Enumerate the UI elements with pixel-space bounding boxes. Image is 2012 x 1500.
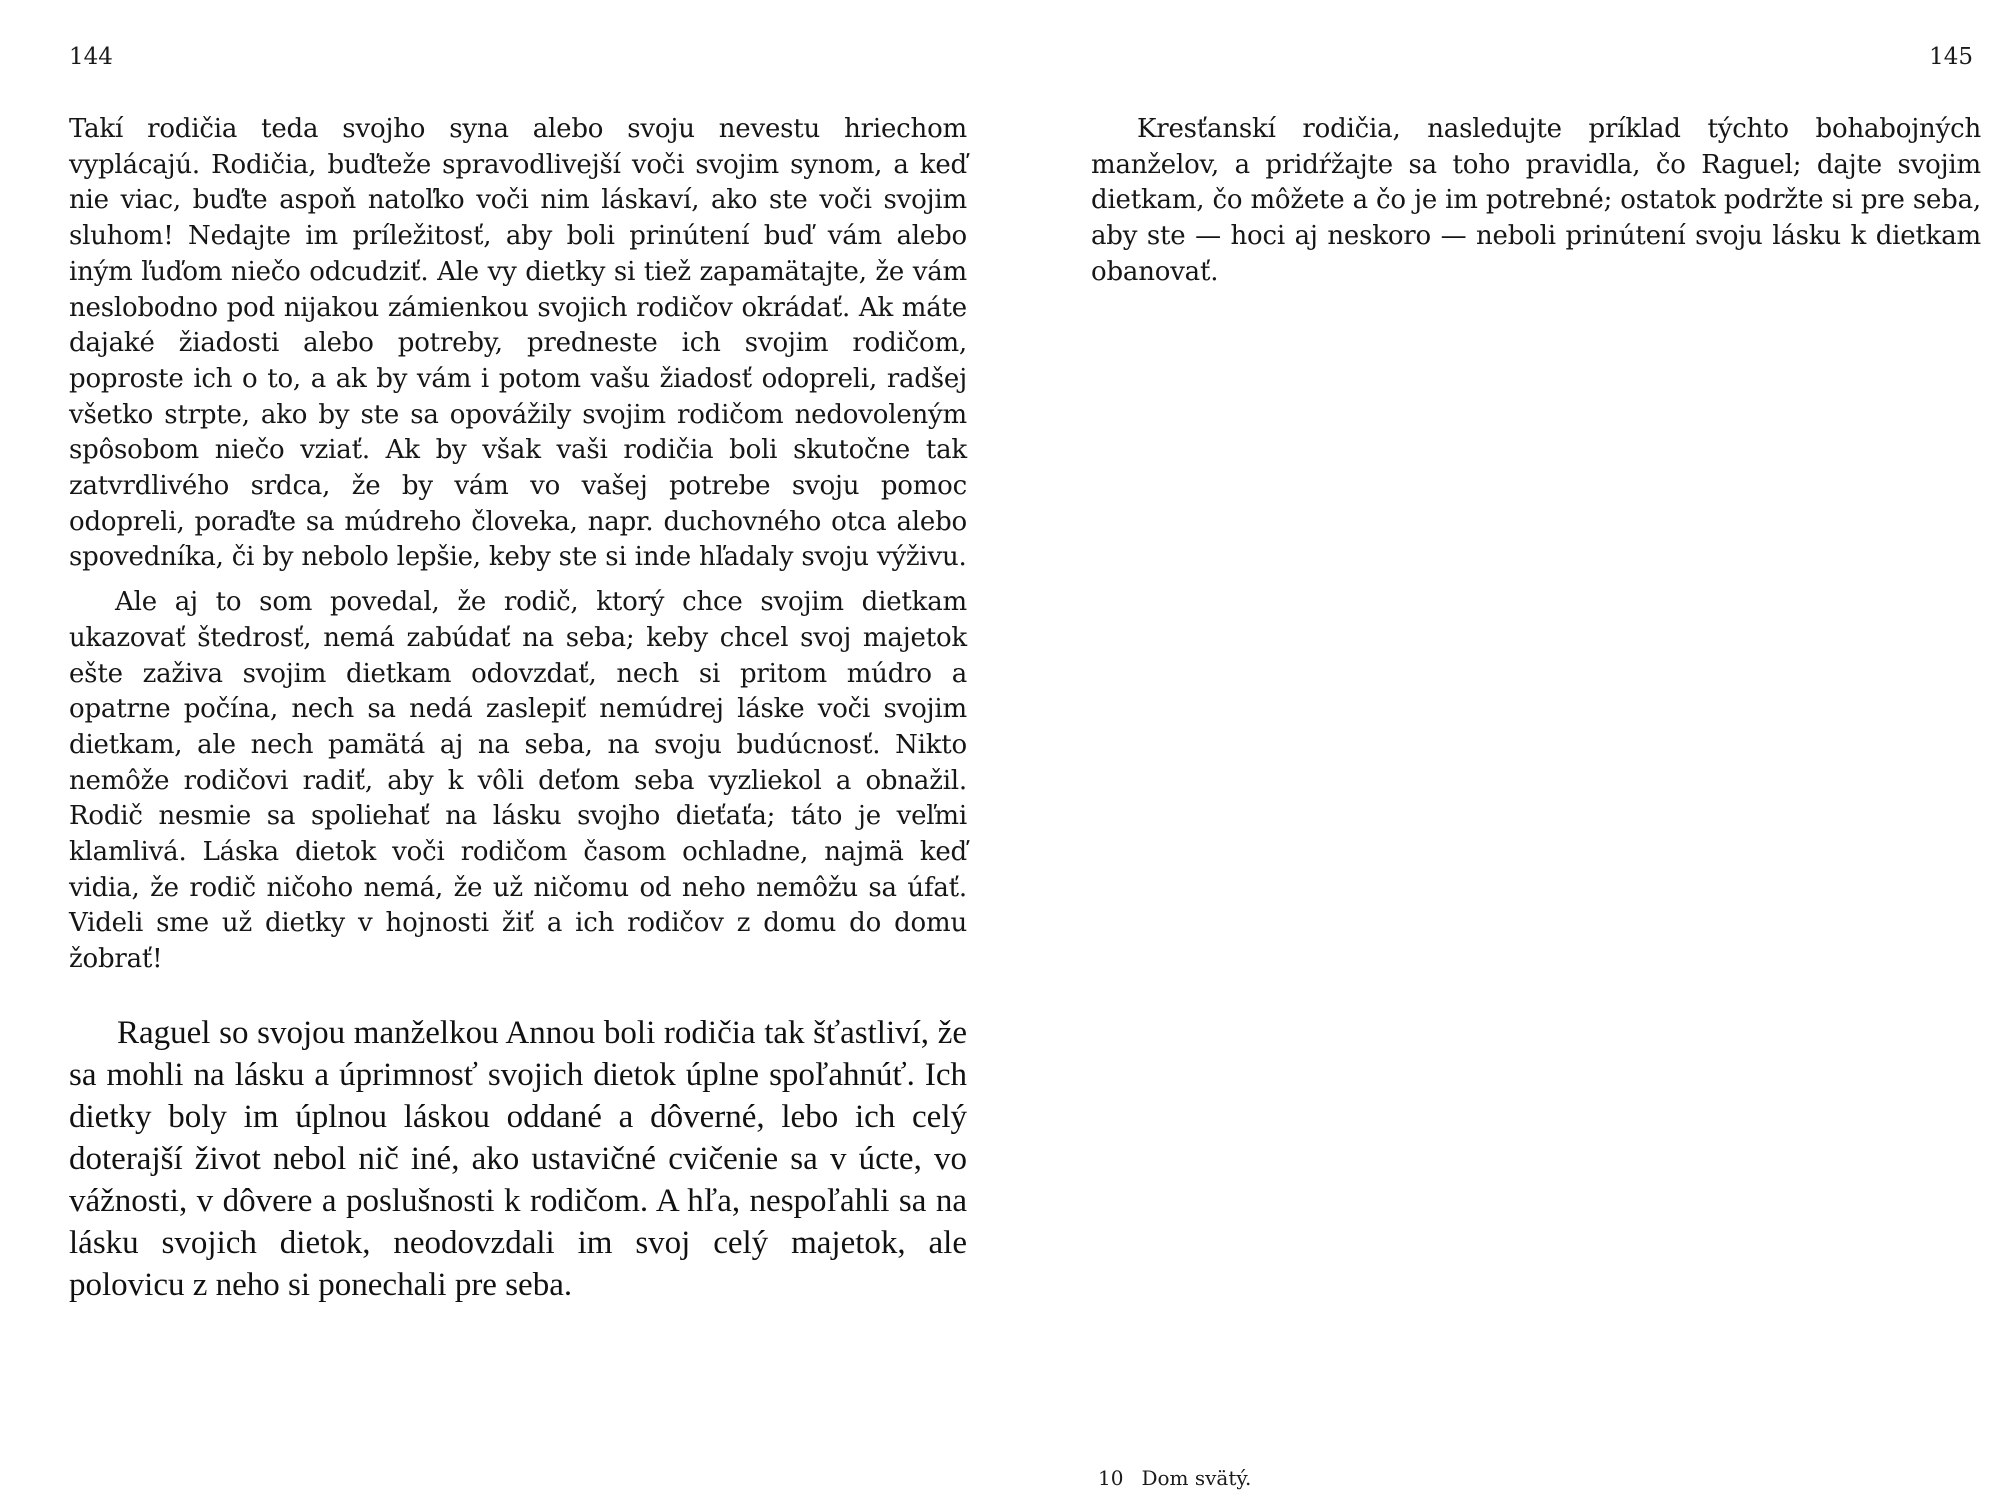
- printer-signature: [1098, 1466, 1251, 1490]
- left-paragraph-1: Takí rodičia teda svojho syna alebo svoju nevestu hriechom vyplácajú. Rodičia, buďteže spravodlivejší voči svojim synom, a keď nie viac, buďte aspoň natoľko voči nim láskaví, ako ste voči svojim sluhom! Nedajte im príležitosť, aby boli prinútení buď vám alebo iným ľuďom niečo odcudziť. Ale vy dietky si tiež zapamätajte, že vám neslobodno pod nijakou zámienkou svojich rodičov okrádať. Ak máte dajaké žiadosti alebo potreby, predneste ich svojim rodičom, poproste ich o to, a ak by vám i potom vašu žiadosť odopreli, radšej všetko strpte, ako by ste sa opovážily svojim rodičom nedovoleným spôsobom niečo vziať. Ak by však vaši rodičia boli skutočne tak zatvrdlivého srdca, že by vám vo vašej potrebe svoju pomoc odopreli, poraďte sa múdreho človeka, napr. duchovného otca alebo spovedníka, či by nebolo lepšie, keby ste si inde hľadaly svoju výživu.: [69, 114, 967, 573]
- right-page-number: 145: [1929, 44, 1973, 70]
- right-page-body: [1091, 112, 1981, 291]
- right-paragraph: Kresťanskí rodičia, nasledujte príklad týchto bohabojných manželov, a pridŕžajte sa toho pravidla, čo Raguel; dajte svojim dietkam, čo môžete a čo je im potrebné; ostatok podržte si pre seba, aby ste — hoci aj neskoro — neboli prinútení svoju lásku k dietkam obanovať.: [1091, 114, 1981, 287]
- left-large-paragraph: Raguel so svojou manželkou Annou boli rodičia tak šťastliví, že sa mohli na lásku a úprimnosť svojich dietok úplne spoľahnúť. Ich dietky boly im úplnou láskou oddané a dôverné, lebo ich celý doterajší život nebol nič iné, ako ustavičné cvičenie sa v úcte, vo vážnosti, v dôvere a poslušnosti k rodičom. A hľa, nespoľahli sa na lásku svojich dietok, neodovzdali im svoj celý majetok, ale polovicu z neho si ponechali pre seba.: [69, 1014, 967, 1303]
- left-page-body: [69, 112, 967, 1306]
- signature-title: Dom svätý.: [1141, 1466, 1252, 1490]
- left-page-number: 144: [69, 44, 113, 70]
- signature-number: 10: [1098, 1466, 1124, 1490]
- left-paragraph-2: Ale aj to som povedal, že rodič, ktorý chce svojim dietkam ukazovať štedrosť, nemá zabúdať na seba; keby chcel svoj majetok ešte zaživa svojim dietkam odovzdať, nech si pritom múdro a opatrne počína, nech sa nedá zaslepiť nemúdrej láske voči svojim dietkam, ale nech pamätá aj na seba, na svoju budúcnosť. Nikto nemôže rodičovi radiť, aby k vôli deťom seba vyzliekol a obnažil. Rodič nesmie sa spoliehať na lásku svojho dieťaťa; táto je veľmi klamlivá. Láska dietok voči rodičom časom ochladne, najmä keď vidia, že rodič ničoho nemá, že už ničomu od neho nemôžu sa úfať. Videli sme už dietky v hojnosti žiť a ich rodičov z domu do domu žobrať!: [69, 587, 967, 975]
